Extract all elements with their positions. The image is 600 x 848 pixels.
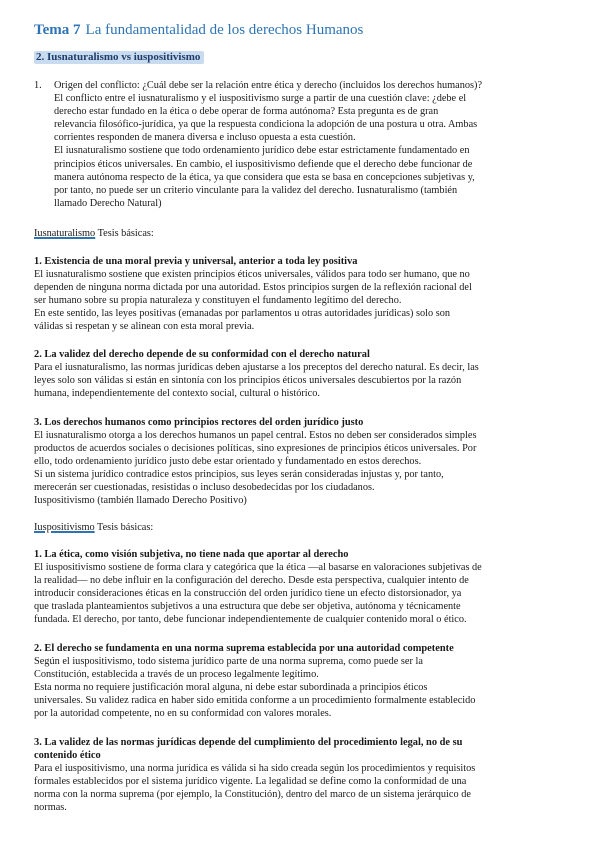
iuspositivismo-label: Iuspositivismo (34, 522, 95, 533)
thesis-heading: 1. La ética, como visión subjetiva, no tiene nada que aportar al derecho (34, 549, 349, 560)
thesis-line: formales establecidos por el sistema jurídico vigente. La legalidad se define como la conformidad de una (34, 776, 467, 788)
thesis-line: por la autoridad competente, no en su conformidad con valores morales. (34, 708, 332, 720)
thesis-line: ser humano sobre su propia naturaleza y constituyen el fundamento legítimo del derecho. (34, 295, 402, 307)
thesis-heading: 3. Los derechos humanos como principios rectores del orden jurídico justo (34, 417, 364, 428)
page-title (34, 22, 363, 39)
origin-number: 1. (34, 80, 42, 91)
thesis-line: Constitución, establecida a través de un proceso legalmente legítimo. (34, 669, 319, 681)
thesis-line: El iusnaturalismo sostiene que existen principios éticos universales, válidos para todo ser humano, que no (34, 269, 470, 280)
thesis-line: leyes solo son válidas si están en sintonía con los principios éticos universales descubiertos por la razón (34, 375, 462, 387)
origin-line: Origen del conflicto: ¿Cuál debe ser la relación entre ética y derecho (incluidos los derechos humanos)? (54, 80, 483, 91)
thesis-heading: 1. Existencia de una moral previa y universal, anterior a toda ley positiva (34, 256, 358, 267)
thesis-line: válidas si respetan y se alinean con esta moral previa. (34, 321, 255, 333)
iusnaturalismo-tesis-label (34, 228, 154, 239)
thesis-heading: contenido ético (34, 750, 101, 761)
iusnat-thesis-1 (34, 255, 584, 333)
thesis-line: dependen de ninguna norma dictada por una autoridad. Estos principios surgen de la reflexión racional del (34, 282, 472, 294)
thesis-line: En este sentido, las leyes positivas (emanadas por parlamentos u otras autoridades jurídicas) solo son (34, 308, 451, 320)
thesis-line: Según el iuspositivismo, todo sistema jurídico parte de una norma suprema, como puede ser la (34, 656, 423, 667)
thesis-line: humana, independientemente del contexto social, cultural o histórico. (34, 388, 320, 400)
thesis-heading: 3. La validez de las normas jurídicas depende del cumplimiento del procedimiento legal, no de su (34, 737, 463, 748)
iusnaturalismo-suffix: Tesis básicas: (95, 228, 154, 239)
iusnat-thesis-2 (34, 348, 584, 400)
thesis-line: El iusnaturalismo otorga a los derechos humanos un papel central. Estos no deben ser considerados simples (34, 430, 477, 441)
thesis-line: normas. (34, 802, 67, 814)
iuspos-thesis-2 (34, 642, 584, 720)
thesis-line: universales. Su validez radica en haber sido emitida conforme a un procedimiento formalmente establecido (34, 695, 476, 707)
origin-line: El iusnaturalismo sostiene que todo ordenamiento jurídico debe estar estrictamente fundamentado en (54, 145, 470, 157)
origin-paragraph (54, 79, 482, 210)
iusnat-thesis-3 (34, 416, 584, 508)
thesis-line: Si un sistema jurídico contradice estos principios, sus leyes serán consideradas injustas y, por tanto, (34, 469, 444, 481)
origin-line: El conflicto entre el iusnaturalismo y el iuspositivismo surge a partir de una cuestión clave: ¿debe el (54, 93, 467, 105)
iuspos-thesis-1 (34, 548, 584, 626)
iusnaturalismo-label: Iusnaturalismo (34, 228, 96, 239)
iuspositivismo-tesis-label (34, 522, 153, 533)
iuspositivismo-suffix: Tesis básicas: (94, 522, 154, 533)
title-text: La fundamentalidad de los derechos Humanos (85, 22, 364, 38)
thesis-line: Esta norma no requiere justificación moral alguna, ni debe estar subordinada a principios éticos (34, 682, 428, 694)
thesis-line: Para el iusnaturalismo, las normas jurídicas deben ajustarse a los preceptos del derecho natural. Es decir, las (34, 362, 479, 373)
thesis-line: ello, todo ordenamiento jurídico justo debe estar orientado y fundamentado en estos derechos. (34, 456, 422, 468)
thesis-line: fundada. El derecho, por tanto, debe funcionar independientemente de cualquier contenido moral o ético. (34, 614, 467, 626)
origin-line: manera autónoma respecto de la ética, ya que considera que esta se basa en concepciones subjetivas y, (54, 171, 475, 183)
thesis-line: introducir consideraciones éticas en la construcción del orden jurídico tiene un efecto distorsionador, ya (34, 588, 462, 600)
thesis-line: que traslada planteamientos subjetivos a una estructura que debe ser objetiva, autónoma y técnicamente (34, 601, 461, 613)
thesis-heading: 2. El derecho se fundamenta en una norma suprema establecida por una autoridad competente (34, 643, 454, 654)
origin-line: corrientes responden de manera diversa e incluso opuesta a esta cuestión. (54, 132, 356, 144)
origin-line: principios éticos universales. En cambio, el iuspositivismo defiende que el derecho debe funcionar de (54, 158, 473, 170)
section-heading: 2. Iusnaturalismo vs iuspositivismo (34, 51, 204, 64)
thesis-line: Iuspositivismo (también llamado Derecho Positivo) (34, 495, 247, 507)
origin-line: relevancia filosófico-jurídica, ya que la respuesta condiciona la adopción de una postura u otra. Ambas (54, 119, 478, 131)
iuspos-thesis-3 (34, 736, 584, 814)
thesis-line: norma con la norma suprema (por ejemplo, la Constitución), dentro del marco de un sistema jerárquico de (34, 789, 471, 801)
thesis-line: El iuspositivismo sostiene de forma clara y categórica que la ética —al basarse en valoraciones subjetivas de (34, 562, 482, 573)
origin-line: por tanto, no puede ser un criterio vinculante para la validez del derecho. Iusnaturalismo (también (54, 184, 458, 196)
origin-line: derecho estar fundado en la ética o debe operar de forma autónoma? Esta pregunta es de gran (54, 106, 439, 118)
origin-line: llamado Derecho Natural) (54, 197, 162, 209)
thesis-line: merecerán ser cuestionadas, resistidas o incluso desobedecidas por los ciudadanos. (34, 482, 375, 494)
thesis-heading: 2. La validez del derecho depende de su conformidad con el derecho natural (34, 349, 370, 360)
thesis-line: la realidad— no debe influir en la configuración del derecho. Desde esta perspectiva, cualquier intento de (34, 575, 469, 587)
thesis-line: productos de acuerdos sociales o decisiones políticas, sino expresiones de principios éticos universales. Por (34, 443, 477, 455)
title-number: Tema 7 (34, 22, 81, 38)
thesis-line: Para el iuspositivismo, una norma jurídica es válida si ha sido creada según los procedimientos y requisitos (34, 763, 476, 774)
